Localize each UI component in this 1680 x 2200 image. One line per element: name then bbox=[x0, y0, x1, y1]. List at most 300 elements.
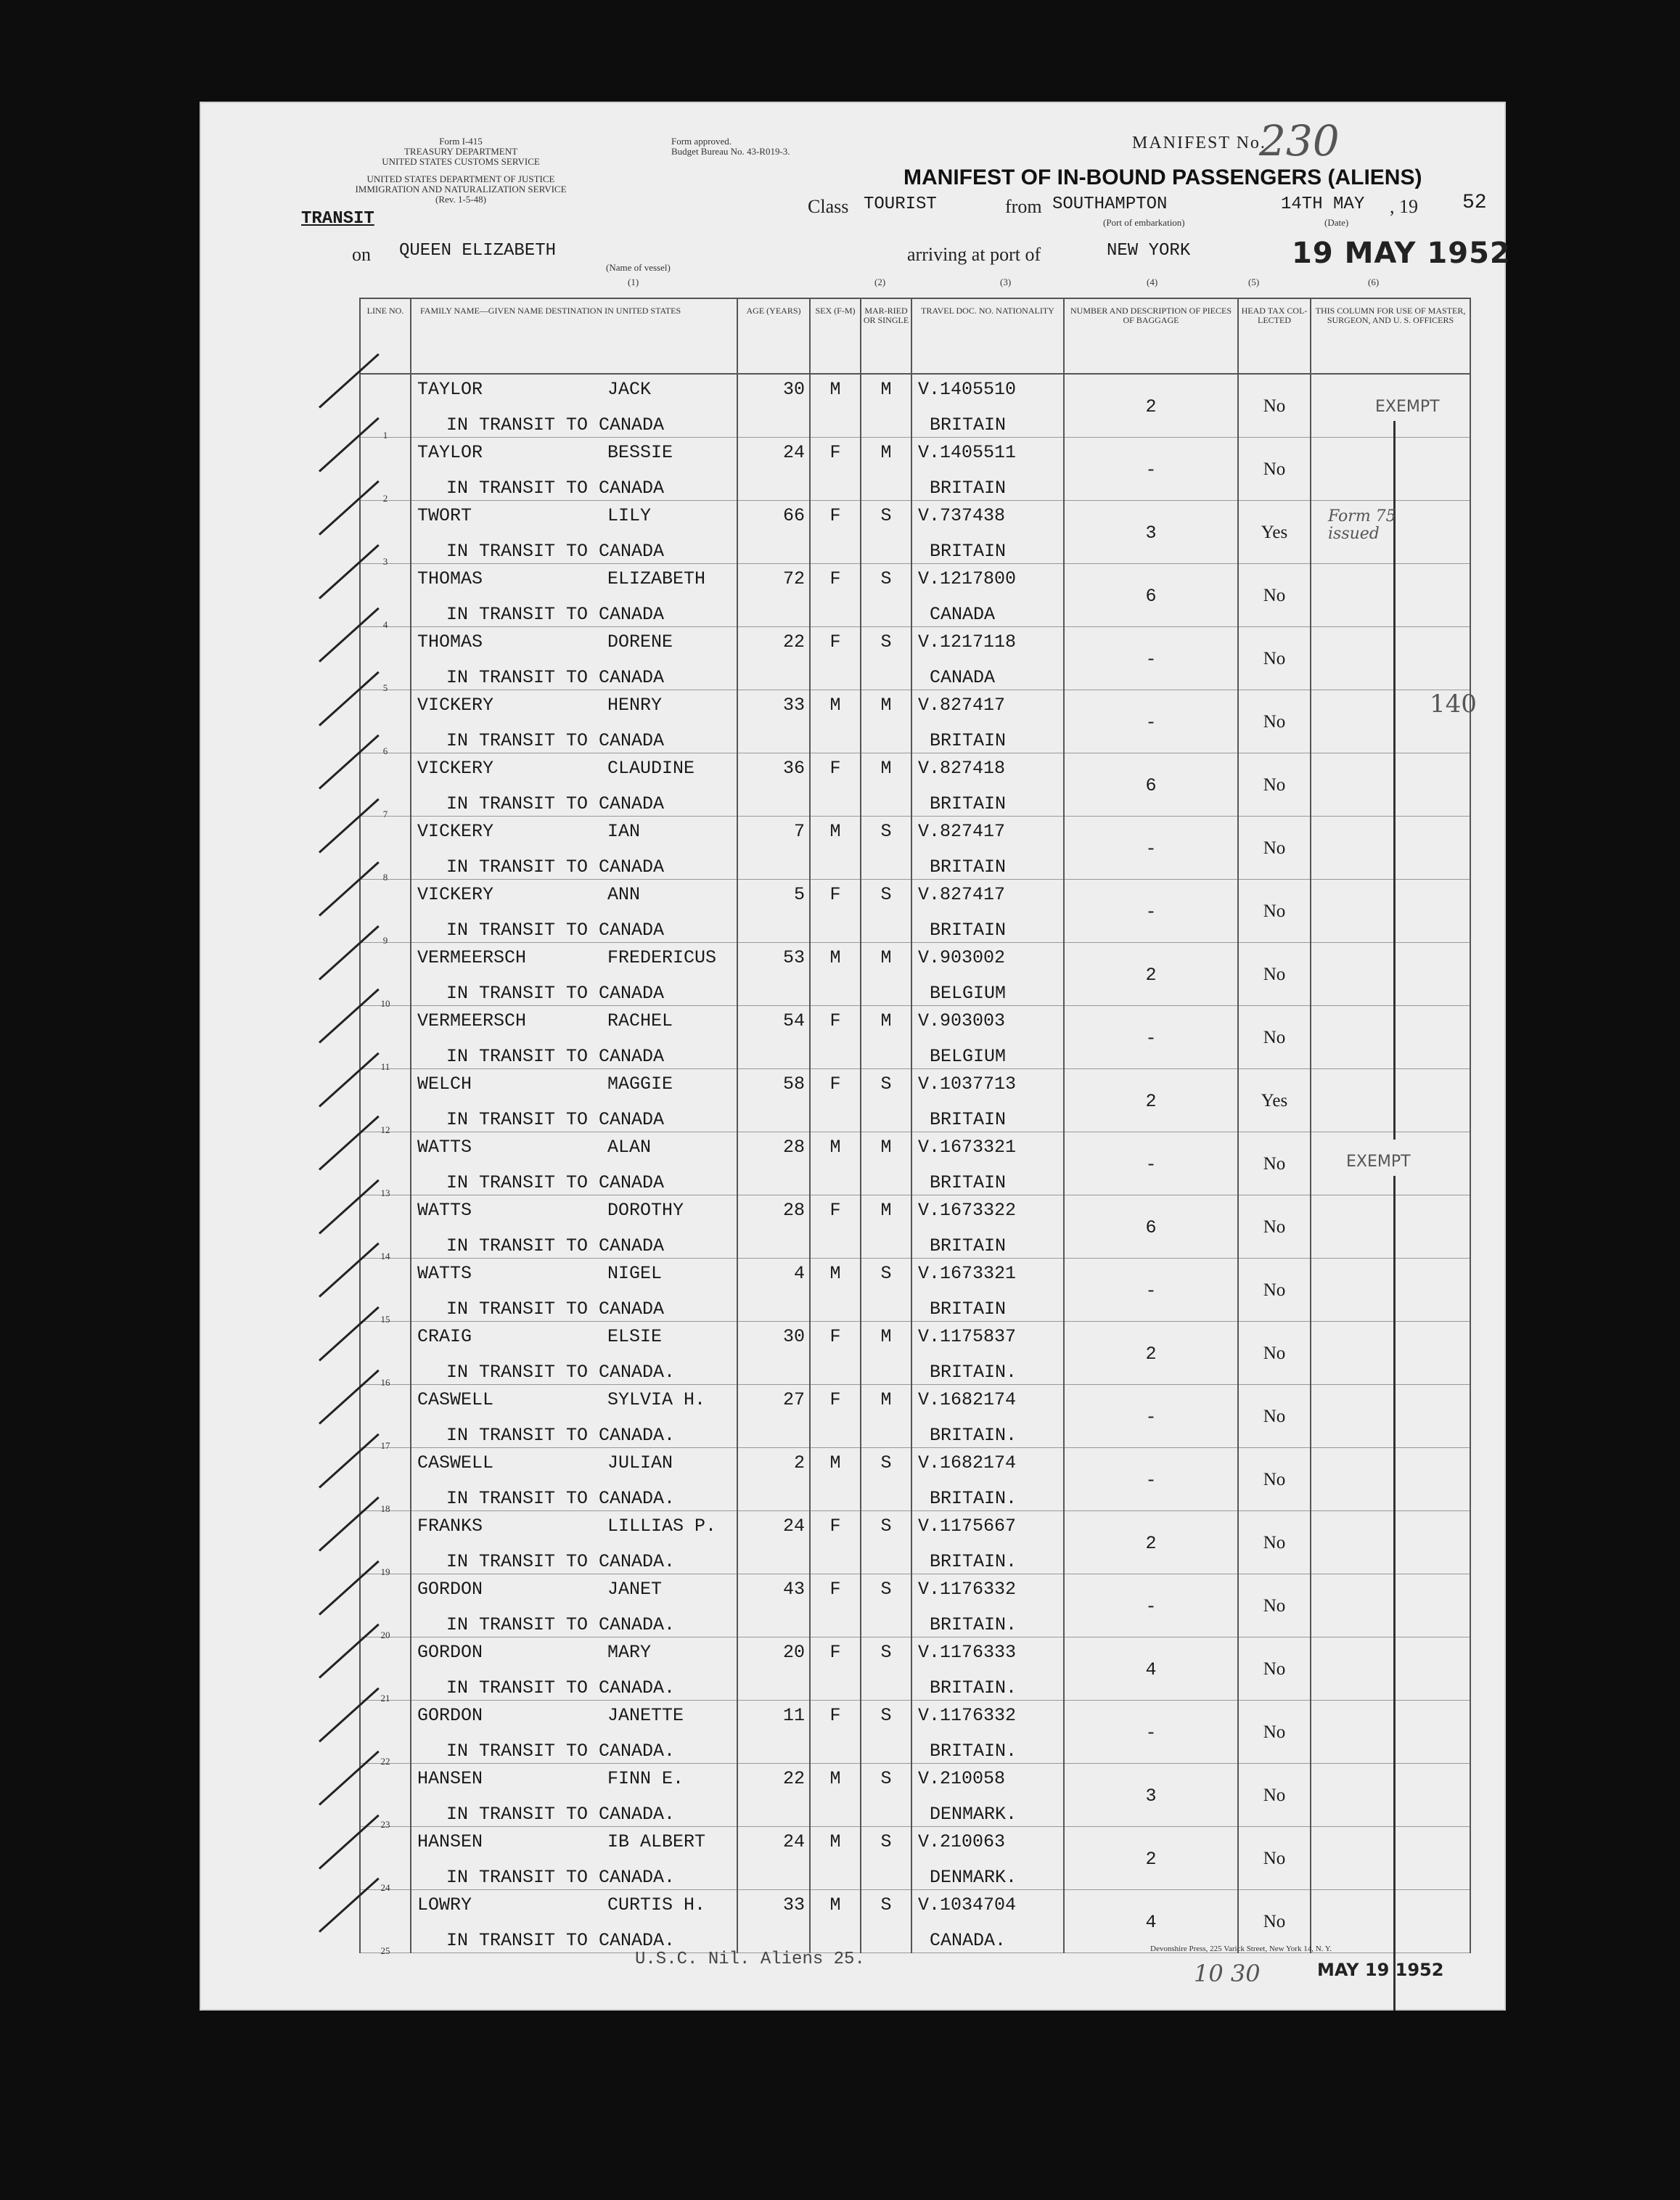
nationality: BRITAIN bbox=[930, 1109, 1007, 1130]
cell-baggage bbox=[1064, 564, 1238, 627]
manifest-page bbox=[200, 102, 1511, 2011]
sex: F bbox=[829, 1200, 841, 1221]
cell-doc bbox=[911, 1448, 1064, 1511]
marital-status: S bbox=[880, 1894, 892, 1915]
marital-status: M bbox=[880, 1326, 892, 1347]
sex: F bbox=[829, 1074, 841, 1095]
nationality: BRITAIN bbox=[930, 478, 1007, 499]
sex: M bbox=[829, 1137, 841, 1158]
travel-doc: V.903003 bbox=[918, 1010, 1006, 1031]
sex: F bbox=[829, 884, 841, 905]
age: 36 bbox=[782, 758, 805, 779]
cell-married bbox=[861, 1006, 911, 1069]
cell-baggage bbox=[1064, 1006, 1238, 1069]
age: 7 bbox=[793, 821, 805, 842]
given-name: ELIZABETH bbox=[607, 568, 706, 589]
cell-age bbox=[737, 1448, 810, 1511]
nationality: BRITAIN. bbox=[930, 1551, 1017, 1572]
line-number: 17 bbox=[380, 1440, 390, 1451]
cell-name bbox=[411, 1448, 737, 1511]
cell-married bbox=[861, 1701, 911, 1764]
cell-age bbox=[737, 943, 810, 1006]
baggage: - bbox=[1145, 649, 1157, 670]
cell-name bbox=[411, 1511, 737, 1574]
destination: IN TRANSIT TO CANADA bbox=[446, 1299, 665, 1320]
given-name: CLAUDINE bbox=[607, 758, 695, 779]
table-row bbox=[360, 374, 1470, 438]
nationality: BRITAIN bbox=[930, 414, 1007, 435]
cell-age bbox=[737, 374, 810, 438]
cell-sex bbox=[810, 943, 861, 1006]
destination: IN TRANSIT TO CANADA bbox=[446, 983, 665, 1004]
sex: F bbox=[829, 1579, 841, 1600]
line-number: 12 bbox=[380, 1124, 390, 1135]
travel-doc: V.827418 bbox=[918, 758, 1006, 779]
transit-label: TRANSIT bbox=[301, 209, 374, 229]
cell-tax bbox=[1238, 501, 1311, 564]
cell-doc bbox=[911, 1069, 1064, 1132]
cell-age bbox=[737, 690, 810, 753]
baggage: - bbox=[1145, 1280, 1157, 1301]
given-name: LILLIAS P. bbox=[607, 1516, 717, 1537]
cell-tax bbox=[1238, 1511, 1311, 1574]
cell-doc bbox=[911, 564, 1064, 627]
budget-bureau: Budget Bureau No. 43-R019-3. bbox=[671, 146, 790, 157]
nationality: BRITAIN. bbox=[930, 1362, 1017, 1383]
cell-baggage bbox=[1064, 1574, 1238, 1637]
cell-name bbox=[411, 1385, 737, 1448]
table-row bbox=[360, 690, 1470, 753]
travel-doc: V.1673321 bbox=[918, 1263, 1017, 1284]
destination: IN TRANSIT TO CANADA. bbox=[446, 1425, 676, 1446]
passenger-table bbox=[359, 298, 1471, 1956]
head-tax: No bbox=[1263, 1722, 1286, 1742]
form-revision: (Rev. 1-5-48) bbox=[435, 194, 486, 205]
cell-name bbox=[411, 943, 737, 1006]
head-tax: No bbox=[1263, 901, 1286, 921]
family-name: GORDON bbox=[417, 1579, 483, 1600]
sex: F bbox=[829, 1389, 841, 1410]
line-number: 21 bbox=[380, 1693, 390, 1704]
cell-tax bbox=[1238, 880, 1311, 943]
age: 58 bbox=[782, 1074, 805, 1095]
family-name: VERMEERSCH bbox=[417, 1010, 527, 1031]
given-name: FINN E. bbox=[607, 1768, 684, 1789]
given-name: DOROTHY bbox=[607, 1200, 684, 1221]
col-number: (4) bbox=[1147, 277, 1158, 287]
form-approved: Form approved. bbox=[671, 136, 732, 147]
age: 66 bbox=[782, 505, 805, 526]
col-header-age: AGE (YEARS) bbox=[737, 298, 810, 374]
cell-baggage bbox=[1064, 753, 1238, 817]
head-tax: No bbox=[1263, 1659, 1286, 1679]
col-header-doc: TRAVEL DOC. NO. NATIONALITY bbox=[911, 298, 1064, 374]
cell-name bbox=[411, 1827, 737, 1890]
cell-doc bbox=[911, 817, 1064, 880]
cell-age bbox=[737, 1132, 810, 1195]
given-name: RACHEL bbox=[607, 1010, 673, 1031]
marital-status: S bbox=[880, 568, 892, 589]
line-number: 10 bbox=[380, 998, 390, 1009]
cell-officers bbox=[1311, 1827, 1470, 1890]
cell-age bbox=[737, 1574, 810, 1637]
cell-age bbox=[737, 1827, 810, 1890]
cell-sex bbox=[810, 374, 861, 438]
cell-sex bbox=[810, 501, 861, 564]
family-name: TAYLOR bbox=[417, 379, 483, 400]
cell-name bbox=[411, 1006, 737, 1069]
sex: M bbox=[829, 821, 841, 842]
cell-tax bbox=[1238, 1764, 1311, 1827]
cell-tax bbox=[1238, 1259, 1311, 1322]
cell-officers bbox=[1311, 753, 1470, 817]
line-number: 8 bbox=[382, 872, 388, 883]
family-name: THOMAS bbox=[417, 631, 483, 653]
baggage: 2 bbox=[1145, 965, 1157, 986]
cell-baggage bbox=[1064, 1069, 1238, 1132]
nationality: BELGIUM bbox=[930, 983, 1007, 1004]
age: 28 bbox=[782, 1200, 805, 1221]
form-number: Form I-415 bbox=[439, 136, 483, 147]
marital-status: M bbox=[880, 1389, 892, 1410]
vessel-caption: (Name of vessel) bbox=[606, 262, 671, 273]
marital-status: S bbox=[880, 1831, 892, 1852]
cell-sex bbox=[810, 1195, 861, 1259]
line-number: 6 bbox=[382, 745, 388, 756]
given-name: JANET bbox=[607, 1579, 663, 1600]
cell-age bbox=[737, 627, 810, 690]
cell-married bbox=[861, 501, 911, 564]
age: 30 bbox=[782, 1326, 805, 1347]
cell-age bbox=[737, 501, 810, 564]
nationality: BRITAIN. bbox=[930, 1741, 1017, 1762]
cell-sex bbox=[810, 1385, 861, 1448]
sex: F bbox=[829, 758, 841, 779]
cell-line bbox=[360, 1006, 411, 1072]
cell-name bbox=[411, 1890, 737, 1953]
cell-tax bbox=[1238, 1385, 1311, 1448]
table-row bbox=[360, 1322, 1470, 1385]
cell-line bbox=[360, 1385, 411, 1451]
cell-age bbox=[737, 1890, 810, 1953]
travel-doc: V.1217800 bbox=[918, 568, 1017, 589]
sex: F bbox=[829, 1705, 841, 1726]
family-name: WATTS bbox=[417, 1200, 472, 1221]
destination: IN TRANSIT TO CANADA bbox=[446, 1172, 665, 1193]
given-name: IAN bbox=[607, 821, 641, 842]
family-name: CASWELL bbox=[417, 1389, 494, 1410]
arrival-port: NEW YORK bbox=[1107, 241, 1191, 261]
table-header-row bbox=[360, 298, 1470, 374]
destination: IN TRANSIT TO CANADA. bbox=[446, 1867, 676, 1888]
head-tax: No bbox=[1263, 1786, 1286, 1805]
baggage: 6 bbox=[1145, 586, 1157, 607]
nationality: BRITAIN. bbox=[930, 1488, 1017, 1509]
cell-name bbox=[411, 753, 737, 817]
destination: IN TRANSIT TO CANADA. bbox=[446, 1741, 676, 1762]
col-number: (1) bbox=[628, 277, 639, 287]
age: 2 bbox=[793, 1452, 805, 1473]
family-name: VICKERY bbox=[417, 758, 494, 779]
cell-line bbox=[360, 1259, 411, 1325]
travel-doc: V.1034704 bbox=[918, 1894, 1017, 1915]
cell-married bbox=[861, 374, 911, 438]
cell-doc bbox=[911, 501, 1064, 564]
cell-age bbox=[737, 1259, 810, 1322]
cell-baggage bbox=[1064, 374, 1238, 438]
cell-tax bbox=[1238, 627, 1311, 690]
cell-married bbox=[861, 1764, 911, 1827]
dept-customs: UNITED STATES CUSTOMS SERVICE bbox=[382, 156, 540, 167]
travel-doc: V.1682174 bbox=[918, 1389, 1017, 1410]
cell-name bbox=[411, 880, 737, 943]
cell-officers bbox=[1311, 943, 1470, 1006]
cell-age bbox=[737, 438, 810, 501]
destination: IN TRANSIT TO CANADA bbox=[446, 478, 665, 499]
cell-officers bbox=[1311, 627, 1470, 690]
given-name: HENRY bbox=[607, 695, 663, 716]
travel-doc: V.737438 bbox=[918, 505, 1006, 526]
cell-sex bbox=[810, 1511, 861, 1574]
table-row bbox=[360, 1827, 1470, 1890]
cell-baggage bbox=[1064, 1132, 1238, 1195]
baggage: 2 bbox=[1145, 396, 1157, 417]
table-row bbox=[360, 501, 1470, 564]
baggage: - bbox=[1145, 838, 1157, 859]
cell-sex bbox=[810, 1322, 861, 1385]
travel-doc: V.1673322 bbox=[918, 1200, 1017, 1221]
table-row bbox=[360, 1511, 1470, 1574]
cell-tax bbox=[1238, 1195, 1311, 1259]
nationality: BRITAIN bbox=[930, 1235, 1007, 1256]
class-value: TOURIST bbox=[864, 195, 937, 214]
cell-doc bbox=[911, 1385, 1064, 1448]
cell-tax bbox=[1238, 1827, 1311, 1890]
cell-tax bbox=[1238, 438, 1311, 501]
cell-sex bbox=[810, 1890, 861, 1953]
nationality: CANADA. bbox=[930, 1930, 1007, 1951]
family-name: VICKERY bbox=[417, 695, 494, 716]
cell-name bbox=[411, 1764, 737, 1827]
marital-status: S bbox=[880, 1642, 892, 1663]
destination: IN TRANSIT TO CANADA bbox=[446, 541, 665, 562]
cell-married bbox=[861, 880, 911, 943]
sex: M bbox=[829, 379, 841, 400]
exempt-note: EXEMPT bbox=[1375, 398, 1440, 416]
travel-doc: V.1673321 bbox=[918, 1137, 1017, 1158]
cell-age bbox=[737, 1701, 810, 1764]
nationality: BRITAIN bbox=[930, 1172, 1007, 1193]
marital-status: S bbox=[880, 631, 892, 653]
line-number: 9 bbox=[382, 935, 388, 946]
sex: F bbox=[829, 1326, 841, 1347]
cell-officers bbox=[1311, 564, 1470, 627]
cell-doc bbox=[911, 1890, 1064, 1953]
marital-status: M bbox=[880, 1010, 892, 1031]
table-row bbox=[360, 817, 1470, 880]
destination: IN TRANSIT TO CANADA. bbox=[446, 1804, 676, 1825]
cell-doc bbox=[911, 1637, 1064, 1701]
marital-status: M bbox=[880, 442, 892, 463]
sex: F bbox=[829, 631, 841, 653]
line-number: 20 bbox=[380, 1629, 390, 1640]
line-number: 22 bbox=[380, 1756, 390, 1767]
cell-age bbox=[737, 753, 810, 817]
line-number: 11 bbox=[380, 1061, 390, 1072]
cell-tax bbox=[1238, 1006, 1311, 1069]
cell-name bbox=[411, 1701, 737, 1764]
line-number: 16 bbox=[380, 1377, 390, 1388]
cell-baggage bbox=[1064, 1511, 1238, 1574]
given-name: CURTIS H. bbox=[607, 1894, 706, 1915]
arrival-date-stamp: 19 MAY 1952 bbox=[1292, 237, 1511, 270]
cell-married bbox=[861, 1448, 911, 1511]
cell-married bbox=[861, 817, 911, 880]
given-name: IB ALBERT bbox=[607, 1831, 706, 1852]
head-tax: No bbox=[1263, 396, 1286, 416]
marital-status: S bbox=[880, 884, 892, 905]
cell-doc bbox=[911, 753, 1064, 817]
age: 27 bbox=[782, 1389, 805, 1410]
line-number: 19 bbox=[380, 1566, 390, 1577]
cell-officers bbox=[1311, 438, 1470, 501]
col-header-name: FAMILY NAME—GIVEN NAME DESTINATION IN UNITED STATES bbox=[411, 298, 737, 374]
cell-doc bbox=[911, 1195, 1064, 1259]
cell-officers bbox=[1311, 1195, 1470, 1259]
family-name: HANSEN bbox=[417, 1768, 483, 1789]
family-name: WATTS bbox=[417, 1137, 472, 1158]
given-name: ALAN bbox=[607, 1137, 652, 1158]
travel-doc: V.210063 bbox=[918, 1831, 1006, 1852]
cell-married bbox=[861, 753, 911, 817]
cell-tax bbox=[1238, 1448, 1311, 1511]
nationality: BRITAIN bbox=[930, 541, 1007, 562]
exempt-note: EXEMPT bbox=[1346, 1153, 1411, 1171]
cell-married bbox=[861, 1574, 911, 1637]
line-number: 23 bbox=[380, 1819, 390, 1830]
cell-married bbox=[861, 1259, 911, 1322]
age: 24 bbox=[782, 1516, 805, 1537]
age: 53 bbox=[782, 947, 805, 968]
cell-tax bbox=[1238, 690, 1311, 753]
class-label: Class bbox=[808, 196, 849, 217]
cell-married bbox=[861, 1195, 911, 1259]
cell-doc bbox=[911, 880, 1064, 943]
cell-doc bbox=[911, 943, 1064, 1006]
family-name: WATTS bbox=[417, 1263, 472, 1284]
sex: F bbox=[829, 1516, 841, 1537]
cell-age bbox=[737, 564, 810, 627]
marital-status: S bbox=[880, 505, 892, 526]
col-number: (2) bbox=[874, 277, 886, 287]
baggage: 6 bbox=[1145, 1217, 1157, 1238]
line-number: 13 bbox=[380, 1187, 390, 1198]
head-tax: Yes bbox=[1261, 523, 1288, 542]
cell-name bbox=[411, 1069, 737, 1132]
table-row bbox=[360, 627, 1470, 690]
cell-line bbox=[360, 1574, 411, 1640]
cell-officers bbox=[1311, 1574, 1470, 1637]
cell-age bbox=[737, 1764, 810, 1827]
nationality: BELGIUM bbox=[930, 1046, 1007, 1067]
nationality: BRITAIN bbox=[930, 920, 1007, 941]
cell-married bbox=[861, 1511, 911, 1574]
cell-officers bbox=[1311, 1637, 1470, 1701]
cell-baggage bbox=[1064, 1827, 1238, 1890]
baggage: - bbox=[1145, 1470, 1157, 1491]
head-tax: No bbox=[1263, 1470, 1286, 1489]
line-number: 3 bbox=[382, 556, 388, 567]
table-row bbox=[360, 1006, 1470, 1069]
cell-tax bbox=[1238, 753, 1311, 817]
table-row bbox=[360, 753, 1470, 817]
col-number: (5) bbox=[1248, 277, 1260, 287]
baggage: - bbox=[1145, 1154, 1157, 1175]
footer-time: 10 30 bbox=[1194, 1960, 1261, 1987]
nationality: CANADA bbox=[930, 667, 996, 688]
sex: M bbox=[829, 1768, 841, 1789]
baggage: 2 bbox=[1145, 1344, 1157, 1365]
col-header-sex: SEX (F-M) bbox=[810, 298, 861, 374]
family-name: GORDON bbox=[417, 1642, 483, 1663]
cell-doc bbox=[911, 1322, 1064, 1385]
sex: M bbox=[829, 1452, 841, 1473]
baggage: - bbox=[1145, 1407, 1157, 1428]
cell-doc bbox=[911, 1701, 1064, 1764]
nationality: BRITAIN bbox=[930, 793, 1007, 814]
line-number: 7 bbox=[382, 809, 388, 819]
dept-justice: UNITED STATES DEPARTMENT OF JUSTICE bbox=[366, 173, 555, 184]
table-row bbox=[360, 943, 1470, 1006]
given-name: JANETTE bbox=[607, 1705, 684, 1726]
nationality: DENMARK. bbox=[930, 1804, 1017, 1825]
sex: F bbox=[829, 442, 841, 463]
line-number: 1 bbox=[382, 430, 388, 441]
cell-tax bbox=[1238, 1574, 1311, 1637]
cell-married bbox=[861, 943, 911, 1006]
baggage: 4 bbox=[1145, 1659, 1157, 1680]
table-row bbox=[360, 1069, 1470, 1132]
table-row bbox=[360, 1259, 1470, 1322]
marital-status: S bbox=[880, 821, 892, 842]
head-tax: No bbox=[1263, 1849, 1286, 1868]
travel-doc: V.1175667 bbox=[918, 1516, 1017, 1537]
baggage: - bbox=[1145, 1028, 1157, 1049]
line-number: 2 bbox=[382, 493, 388, 504]
family-name: THOMAS bbox=[417, 568, 483, 589]
nationality: BRITAIN. bbox=[930, 1614, 1017, 1635]
cell-married bbox=[861, 1637, 911, 1701]
cell-line bbox=[360, 1764, 411, 1830]
destination: IN TRANSIT TO CANADA bbox=[446, 793, 665, 814]
cell-sex bbox=[810, 1259, 861, 1322]
cell-name bbox=[411, 1637, 737, 1701]
cell-name bbox=[411, 1259, 737, 1322]
cell-married bbox=[861, 690, 911, 753]
baggage: 2 bbox=[1145, 1533, 1157, 1554]
cell-doc bbox=[911, 1511, 1064, 1574]
destination: IN TRANSIT TO CANADA bbox=[446, 414, 665, 435]
cell-baggage bbox=[1064, 1259, 1238, 1322]
travel-doc: V.1405511 bbox=[918, 442, 1017, 463]
cell-sex bbox=[810, 1448, 861, 1511]
cell-tax bbox=[1238, 1069, 1311, 1132]
marital-status: S bbox=[880, 1705, 892, 1726]
baggage: 3 bbox=[1145, 1786, 1157, 1807]
destination: IN TRANSIT TO CANADA. bbox=[446, 1614, 676, 1635]
given-name: JULIAN bbox=[607, 1452, 673, 1473]
cell-line bbox=[360, 1195, 411, 1259]
